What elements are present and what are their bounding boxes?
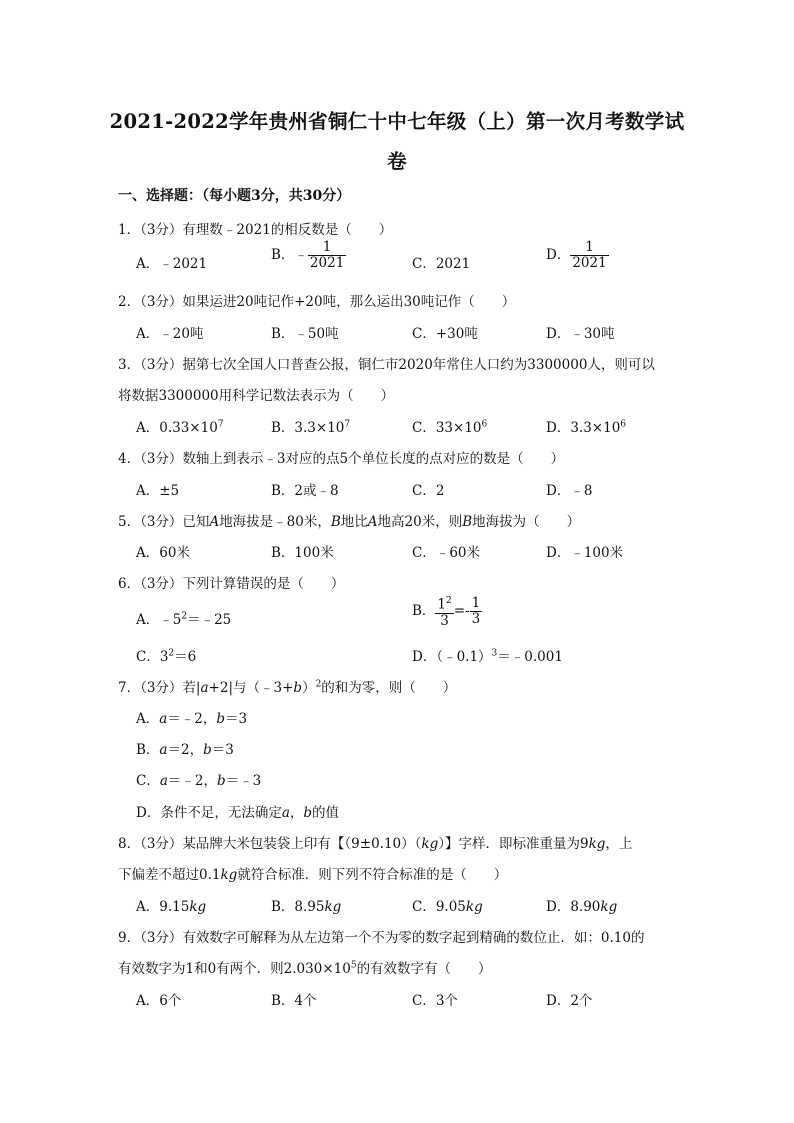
q7-b-label: B． xyxy=(136,742,160,758)
q9-option-a: A．6个 xyxy=(136,993,182,1009)
q6-b-num-base: 1 xyxy=(437,596,447,613)
q3-option-a xyxy=(136,416,224,436)
q7-a-end: ＝3 xyxy=(225,711,248,727)
question-4-options xyxy=(136,479,696,503)
q7-a-label: A． xyxy=(136,711,160,727)
q5-var-b: B xyxy=(330,514,341,530)
q3-option-c xyxy=(412,416,487,436)
q6-option-d xyxy=(412,645,563,665)
question-3-line2: 将数据3300000用科学记数法表示为（ ） xyxy=(118,388,395,404)
question-5-options xyxy=(136,541,696,565)
q3-a-exponent: 7 xyxy=(217,419,224,430)
q7-var-a: a xyxy=(200,680,209,696)
q6-c-exponent: 2 xyxy=(168,648,175,659)
question-2-stem: 2．（3分）如果运进20吨记作+20吨，那么运出30吨记作（ ） xyxy=(118,294,516,310)
q9-text-2: 的有效数字有（ ） xyxy=(356,961,492,977)
q6-b-prefix: B． xyxy=(412,602,436,619)
q7-var-b: b xyxy=(293,680,303,696)
q8-text-3: ，上 xyxy=(605,836,633,852)
q8-unit-1: kg xyxy=(421,836,439,852)
q1-d-fraction xyxy=(570,240,608,271)
question-1-stem: 1．（3分）有理数﹣2021的相反数是（ ） xyxy=(118,222,393,238)
q2-option-d: D．﹣30吨 xyxy=(546,326,615,342)
q1-b-numerator: 1 xyxy=(322,239,332,255)
q6-b-num2: 1 xyxy=(471,594,481,611)
q9-text-1: 有效数字为1和0有两个．则2.030×10 xyxy=(118,961,351,977)
q8-text-2: ）】字样．即标准重量为9 xyxy=(438,836,589,852)
q6-b-fraction-2 xyxy=(470,596,483,627)
question-6-options-row1 xyxy=(136,594,696,632)
q8-option-c xyxy=(412,895,483,915)
q5-text-3: 地比 xyxy=(340,514,368,530)
question-7-stem xyxy=(118,676,456,696)
q7-d-end: 的值 xyxy=(312,805,340,821)
q7-a-var-b: b xyxy=(216,711,226,727)
q7-c-label: C． xyxy=(136,773,160,789)
question-9-line2 xyxy=(118,957,492,977)
q1-b-denominator: 2021 xyxy=(309,255,345,271)
q6-option-b xyxy=(412,594,482,629)
question-5-stem xyxy=(118,510,580,530)
q1-b-prefix: B．﹣ xyxy=(271,247,308,263)
q7-option-c xyxy=(136,769,261,789)
q6-c-base: C．3 xyxy=(136,649,169,665)
q1-option-c: C．2021 xyxy=(412,256,471,272)
q7-c-var-b: b xyxy=(217,773,226,789)
question-4-stem: 4．（3分）数轴上到表示﹣3对应的点5个单位长度的点对应的数是（ ） xyxy=(118,451,565,467)
q6-option-a xyxy=(136,608,231,628)
q7-a-mid: ＝﹣2， xyxy=(167,711,217,727)
q5-option-b: B．100米 xyxy=(271,545,334,561)
q8-a-value: A．9.15 xyxy=(136,899,190,915)
q7-option-d xyxy=(136,801,339,821)
q7-c-end: ＝﹣3 xyxy=(225,773,262,789)
q8-option-a xyxy=(136,895,206,915)
q7-a-var-a: a xyxy=(159,711,168,727)
q1-d-prefix: D． xyxy=(546,247,571,263)
question-3-line1: 3．（3分）据第七次全国人口普查公报，铜仁市2020年常住人口约为3300000人，则可以 xyxy=(118,357,655,373)
q6-b-fraction-1 xyxy=(435,594,453,629)
q5-option-c: C．﹣60米 xyxy=(412,545,481,561)
q6-d-base: D．（﹣0.1） xyxy=(412,649,492,665)
q1-option-d xyxy=(546,240,609,271)
q6-a-exponent: 2 xyxy=(181,611,188,622)
q5-text-1: 5．（3分）已知 xyxy=(118,514,210,530)
q7-text-2: +2|与（﹣3+ xyxy=(208,680,294,696)
q6-b-den: 3 xyxy=(435,613,453,629)
q8-option-b xyxy=(271,895,341,915)
q5-option-d: D．﹣100米 xyxy=(546,545,624,561)
q5-var-a: A xyxy=(209,514,220,530)
q1-option-a: A．﹣2021 xyxy=(136,256,208,272)
q4-option-d: D．﹣8 xyxy=(546,483,593,499)
q7-d-var-a: a xyxy=(281,805,290,821)
q4-option-a: A．±5 xyxy=(136,483,180,499)
q7-b-var-b: b xyxy=(203,742,212,758)
q8-text-1: 8．（3分）某品牌大米包装袋上印有【（9±0.10）（ xyxy=(118,836,422,852)
q9-exponent: 5 xyxy=(350,960,357,971)
q3-c-base: C．33×10 xyxy=(412,420,482,436)
q7-option-a xyxy=(136,707,247,727)
q3-b-base: B．3.3×10 xyxy=(271,420,345,436)
section-heading: 一、选择题：（每小题3分，共30分） xyxy=(118,188,351,204)
q8-d-unit: kg xyxy=(600,899,618,915)
q6-d-result: ＝﹣0.001 xyxy=(497,649,563,665)
q7-b-end: ＝3 xyxy=(211,742,234,758)
q1-d-denominator: 2021 xyxy=(572,255,607,271)
q8-b-unit: kg xyxy=(324,899,342,915)
q4-option-b: B．2或﹣8 xyxy=(271,483,339,499)
q3-option-b xyxy=(271,416,350,436)
q7-text-1: 7．（3分）若| xyxy=(118,680,201,696)
q6-b-equals: =- xyxy=(453,602,470,619)
q7-d-label: D．条件不足，无法确定 xyxy=(136,805,282,821)
q1-d-numerator: 1 xyxy=(585,239,594,255)
q9-option-b: B．4个 xyxy=(271,993,317,1009)
q5-var-a2: A xyxy=(367,514,378,530)
q8-unit-2: kg xyxy=(588,836,606,852)
q3-option-d xyxy=(546,416,626,436)
q8-d-value: D．8.90 xyxy=(546,899,601,915)
q1-b-fraction xyxy=(308,240,346,271)
q7-option-b xyxy=(136,738,234,758)
q6-b-num-exponent: 2 xyxy=(446,596,452,606)
q7-b-mid: ＝2， xyxy=(167,742,204,758)
q2-option-b: B．﹣50吨 xyxy=(271,326,339,342)
q6-a-base: A．﹣5 xyxy=(136,612,182,628)
q5-text-5: 地海拔为（ ） xyxy=(472,514,581,530)
q7-c-mid: ＝﹣2， xyxy=(167,773,217,789)
exam-title-line1: 2021-2022学年贵州省铜仁十中七年级（上）第一次月考数学试 xyxy=(109,110,685,133)
q1-option-b xyxy=(271,240,346,271)
q8-c-value: C．9.05 xyxy=(412,899,466,915)
q5-var-b2: B xyxy=(462,514,473,530)
q8-a-unit: kg xyxy=(189,899,207,915)
q9-option-c: C．3个 xyxy=(412,993,458,1009)
question-6-options-row2 xyxy=(136,645,696,669)
q8-option-d xyxy=(546,895,617,915)
q5-text-2: 地海拔是﹣80米， xyxy=(219,514,331,530)
q3-b-exponent: 7 xyxy=(344,419,351,430)
q4-option-c: C．2 xyxy=(412,483,445,499)
q7-text-4: 的和为零，则（ ） xyxy=(321,680,457,696)
q3-a-base: A．0.33×10 xyxy=(136,420,218,436)
q5-option-a: A．60米 xyxy=(136,545,190,561)
question-8-line2 xyxy=(118,863,507,883)
q3-d-exponent: 6 xyxy=(620,419,627,430)
q7-exponent: 2 xyxy=(315,679,322,690)
q7-text-3: ） xyxy=(302,680,316,696)
q6-b-den2: 3 xyxy=(471,610,481,627)
q8-text-5: 就符合标准．则下列不符合标准的是（ ） xyxy=(237,867,508,883)
q6-c-result: ＝6 xyxy=(174,649,197,665)
q3-d-base: D．3.3×10 xyxy=(546,420,621,436)
question-9-options xyxy=(136,989,696,1013)
question-8-line1 xyxy=(118,832,632,852)
q6-a-result: ＝﹣25 xyxy=(187,612,232,628)
q6-d-exponent: 3 xyxy=(491,648,498,659)
q5-text-4: 地高20米，则 xyxy=(377,514,463,530)
question-1-options xyxy=(136,239,696,276)
q8-unit-3: kg xyxy=(220,867,238,883)
q9-option-d: D．2个 xyxy=(546,993,593,1009)
q8-c-unit: kg xyxy=(465,899,483,915)
q6-option-c xyxy=(136,645,196,665)
q8-text-4: 下偏差不超过0.1 xyxy=(118,867,221,883)
question-8-options xyxy=(136,895,696,919)
q2-option-a: A．﹣20吨 xyxy=(136,326,204,342)
q7-c-var-a: a xyxy=(159,773,168,789)
question-9-line1: 9．（3分）有效数字可解释为从左边第一个不为零的数字起到精确的数位止．如：0.10的 xyxy=(118,930,645,946)
q8-b-value: B．8.95 xyxy=(271,899,325,915)
q7-b-var-a: a xyxy=(159,742,168,758)
question-6-stem: 6．（3分）下列计算错误的是（ ） xyxy=(118,576,345,592)
q2-option-c: C．+30吨 xyxy=(412,326,478,342)
q7-d-var-b: b xyxy=(303,805,313,821)
question-3-options xyxy=(136,416,696,440)
q7-d-mid: ， xyxy=(289,805,304,821)
exam-title-line2: 卷 xyxy=(387,150,407,173)
question-2-options xyxy=(136,322,696,346)
q3-c-exponent: 6 xyxy=(481,419,488,430)
